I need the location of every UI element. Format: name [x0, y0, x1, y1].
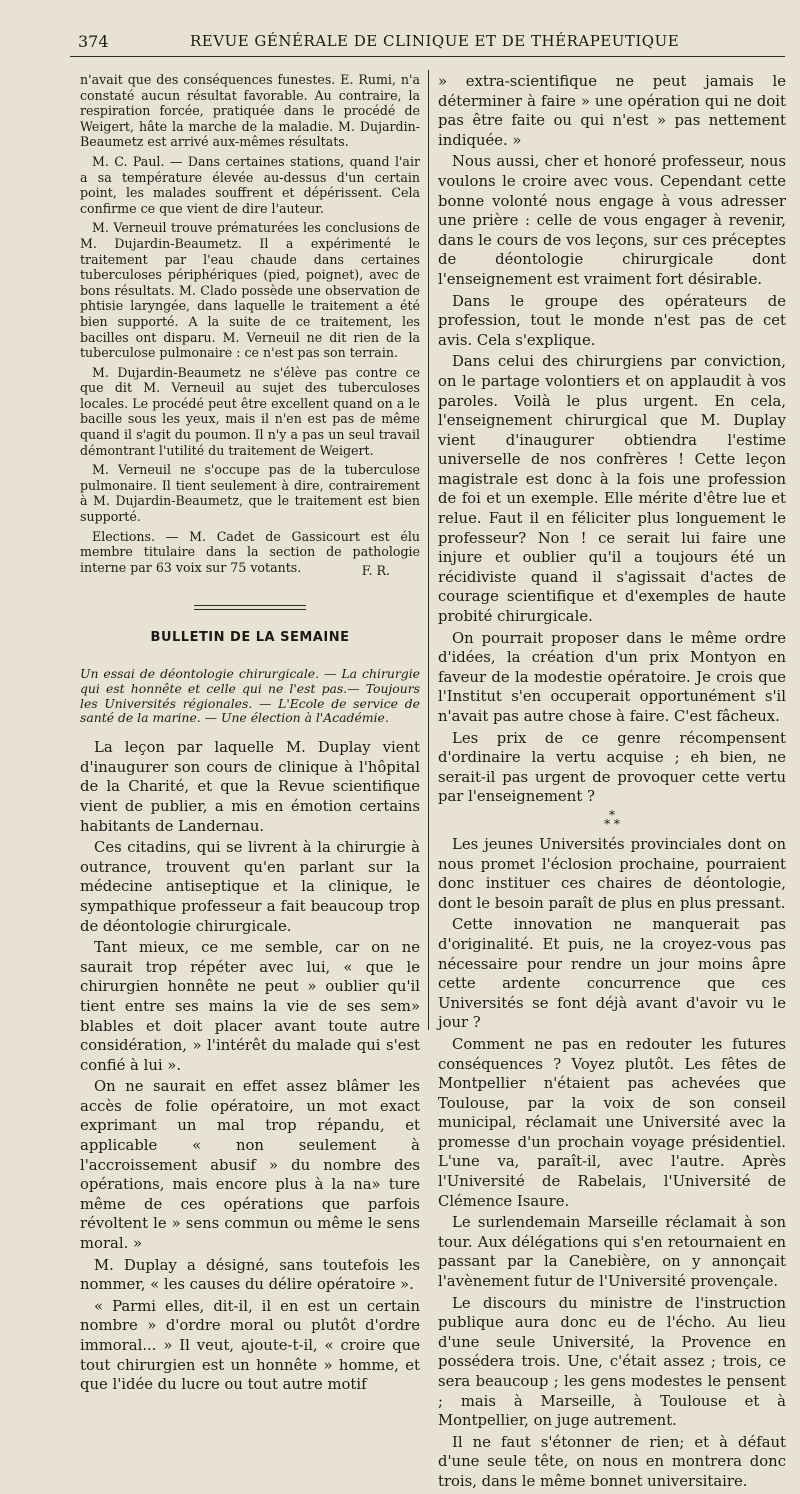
- paragraph: Tant mieux, ce me semble, car on ne saurait trop répéter avec lui, « que le chirurgien honnête ne peut » oublier qu'il tient entre ses mains la vie de ses sem» blables et doit placer avant toute autre considération, » l'intérêt du malade qui s'est confié à lui ».: [80, 939, 420, 1074]
- society-report: [80, 72, 420, 579]
- asterism: * * *: [604, 807, 620, 831]
- column-divider: [428, 70, 429, 1030]
- section-rule: [194, 605, 306, 610]
- bulletin-text: [80, 738, 420, 1395]
- signature: F. R.: [361, 563, 390, 579]
- paragraph: On pourrait proposer dans le même ordre d'idées, la création d'un prix Montyon en faveur de la modestie opératoire. Je crois que l'Institut s'en occuperait opportunément s'il n'avait pas autre chose à faire. C'est fâcheux.: [438, 629, 786, 725]
- right-column: [438, 72, 786, 1494]
- paragraph: Il ne faut s'étonner de rien; et à défaut d'une seule tête, on nous en montrera donc trois, dans le même bonnet universitaire.: [438, 1433, 786, 1490]
- left-column: [80, 72, 420, 1397]
- paragraph: Le surlendemain Marseille réclamait à son tour. Aux délégations qui s'en retournaient en passant par la Canebière, on y annonçait l'avènement futur de l'Université provençale.: [438, 1214, 786, 1291]
- paragraph: On ne saurait en effet assez blâmer les accès de folie opératoire, un mot exact exprimant un mal trop répandu, et applicable « non seulement à l'accroissement abusif » du nombre des opérations, mais encore plus à la na» ture même de ces opérations que parfois révoltent le » sens commun ou même le sens moral. »: [80, 1078, 420, 1253]
- section-summary: Un essai de déontologie chirurgicale. — La chirurgie qui est honnête et celle qui ne l'est pas.— Toujours les Universités régionales. — L'Ecole de service de santé de la marine. — Une élection à l'Académie.: [80, 666, 420, 726]
- paragraph: M. Verneuil ne s'occupe pas de la tuberculose pulmonaire. Il tient seulement à dire, contrairement à M. Dujardin-Beaumetz, que le traitement est bien supporté.: [80, 462, 420, 525]
- paragraph: M. C. Paul. — Dans certaines stations, quand l'air a sa température élevée au-dessus d'un certain point, les malades souffrent et dépérissent. Cela confirme ce que vient de dire l'auteur.: [80, 153, 420, 216]
- paragraph: Dans celui des chirurgiens par conviction, on le partage volontiers et on applaudit à vos paroles. Voilà le plus urgent. En cela, l'enseignement chirurgical que M. Duplay vient d'inaugurer obtiendra l'estime universelle de nos confrères ! Cette leçon magistrale est donc à la fois une profession de foi et un exemple. Elle mérite d'être lue et relue. Faut il en féliciter plus longuement le professeur? Non ! ce serait lui faire une injure et oublier qu'il a toujours été un récidiviste quand il s'agissait d'actes de courage scientifique et d'exemples de haute probité chirurgicale.: [438, 353, 786, 626]
- paragraph: La leçon par laquelle M. Duplay vient d'inaugurer son cours de clinique à l'hôpital de la Charité, et que la Revue scientifique vient de publier, a mis en émotion certains habitants de Landernau.: [80, 739, 420, 835]
- paragraph: « Parmi elles, dit-il, il en est un certain nombre » d'ordre moral ou plutôt d'ordre immoral... » Il veut, ajoute-t-il, « croire que tout chirurgien est un honnête » homme, et que l'idée du lucre ou tout autre motif: [80, 1297, 420, 1394]
- paragraph: M. Duplay a désigné, sans toutefois les nommer, « les causes du délire opératoire ».: [80, 1256, 420, 1294]
- paragraph: Comment ne pas en redouter les futures conséquences ? Voyez plutôt. Les fêtes de Montpellier n'étaient pas achevées que Toulouse, par la voix de son conseil municipal, réclamait une Université avec la promesse d'un prochain voyage présidentiel. L'une va, paraît-il, avec l'autre. Après l'Université de Rabelais, l'Université de Clémence Isaure.: [438, 1035, 786, 1210]
- paragraph: Dans le groupe des opérateurs de profession, tout le monde n'est pas de cet avis. Cela s'explique.: [438, 292, 786, 349]
- paragraph: Le discours du ministre de l'instruction publique aura donc eu de l'écho. Au lieu d'une seule Université, la Provence en possédera trois. Une, c'était assez ; trois, ce sera beaucoup ; les gens modestes le pensent ; mais à Marseille, à Toulouse et à Montpellier, on juge autrement.: [438, 1294, 786, 1430]
- paragraph: Les jeunes Universités provinciales dont on nous promet l'éclosion prochaine, pourraient donc instituer ces chaires de déontologie, dont le besoin paraît de plus en plus pressant.: [438, 835, 786, 912]
- paragraph: » extra-scientifique ne peut jamais le déterminer à faire » une opération qui ne doit pas être faite ou qui n'est » pas nettement indiquée. »: [438, 73, 786, 149]
- page-number: 374: [78, 32, 109, 51]
- section-title: BULLETIN DE LA SEMAINE: [150, 630, 350, 645]
- running-title: REVUE GÉNÉRALE DE CLINIQUE ET DE THÉRAPEUTIQUE: [190, 32, 680, 50]
- paragraph: Cette innovation ne manquerait pas d'originalité. Et puis, ne la croyez-vous pas nécessaire pour rendre un jour moins âpre cette ardente concurrence que ces Universités se font déjà avant d'avoir vu le jour ?: [438, 916, 786, 1032]
- paragraph: Les prix de ce genre récompensent d'ordinaire la vertu acquise ; eh bien, ne serait-il pas urgent de provoquer cette vertu par l'enseignement ?: [438, 729, 786, 806]
- paragraph: M. Verneuil trouve prématurées les conclusions de M. Dujardin-Beaumetz. Il a expérimenté le traitement par l'eau chaude dans certaines tuberculoses périphériques (pied, poignet), avec de bons résultats. M. Clado possède une observation de phtisie laryngée, dans laquelle le traitement a été bien supporté. A la suite de ce traitement, les bacilles ont disparu. M. Verneuil ne dit rien de la tuberculose pulmonaire : ce n'est pas son terrain.: [80, 220, 420, 361]
- paragraph: Ces citadins, qui se livrent à la chirurgie à outrance, trouvent qu'en parlant sur la médecine antiseptique et la clinique, le sympathique professeur a fait beaucoup trop de déontologie chirurgicale.: [80, 839, 420, 935]
- paragraph: M. Dujardin-Beaumetz ne s'élève pas contre ce que dit M. Verneuil au sujet des tuberculoses locales. Le procédé peut être excellent quand on a le bacille sous les yeux, mais il n'en est pas de même quand il s'agit du poumon. Il n'y a pas un seul travail démontrant l'utilité du traitement de Weigert.: [80, 364, 420, 458]
- paragraph: Elections. — M. Cadet de Gassicourt est élu membre titulaire dans la section de pathologie interne par 63 voix sur 75 votants.: [80, 528, 420, 575]
- page-header: [70, 28, 785, 57]
- paragraph: Nous aussi, cher et honoré professeur, nous voulons le croire avec vous. Cependant cette bonne volonté nous engage à vous adresser une prière : celle de vous engager à revenir, dans le cours de vos leçons, sur ces préceptes de déontologie chirurgicale dont l'enseignement est vraiment fort désirable.: [438, 153, 786, 288]
- paragraph: n'avait que des conséquences funestes. E. Rumi, n'a constaté aucun résultat favorable. Au contraire, la respiration forcée, pratiquée dans le procédé de Weigert, hâte la marche de la maladie. M. Dujardin-Beaumetz est arrivé aux-mêmes résultats.: [80, 72, 420, 150]
